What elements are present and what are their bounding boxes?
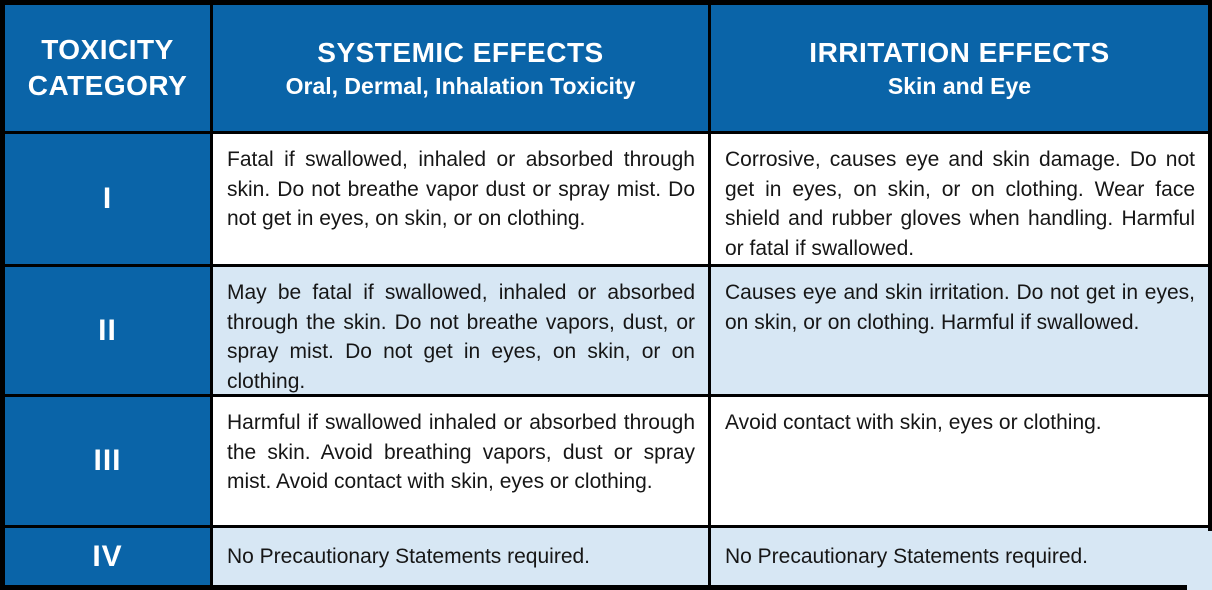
header-irritation-effects-title: IRRITATION EFFECTS <box>809 37 1110 68</box>
category-cell-2: II <box>5 267 210 394</box>
irritation-effects-cell-1: Corrosive, causes eye and skin damage. Do not get in eyes, on skin, or on clothing. Wear face shield and rubber gloves when handling. Harmful or fatal if swallowed. <box>711 134 1208 264</box>
header-toxicity-category-title: TOXICITY CATEGORY <box>27 34 188 101</box>
category-cell-4: IV <box>5 528 210 585</box>
systemic-effects-cell-4: No Precautionary Statements required. <box>213 528 708 585</box>
irritation-effects-cell-4: No Precautionary Statements required. <box>711 528 1208 585</box>
systemic-effects-cell-1: Fatal if swallowed, inhaled or absorbed through skin. Do not breathe vapor dust or spray mist. Do not get in eyes, on skin, or on clothing. <box>213 134 708 264</box>
header-systemic-effects-subtitle: Oral, Dermal, Inhalation Toxicity <box>285 73 636 99</box>
irritation-effects-cell-2: Causes eye and skin irritation. Do not get in eyes, on skin, or on clothing. Harmful if swallowed. <box>711 267 1208 394</box>
header-systemic-effects <box>213 5 708 131</box>
systemic-effects-cell-2: May be fatal if swallowed, inhaled or absorbed through the skin. Do not breathe vapors, dust, or spray mist. Do not get in eyes, on skin, or on clothing. <box>213 267 708 394</box>
border-crop-artifact-right <box>1208 531 1212 590</box>
category-cell-1: I <box>5 134 210 264</box>
header-irritation-effects <box>711 5 1208 131</box>
header-irritation-effects-subtitle: Skin and Eye <box>887 73 1032 99</box>
header-toxicity-category <box>5 5 210 131</box>
systemic-effects-cell-3: Harmful if swallowed inhaled or absorbed through the skin. Avoid breathing vapors, dust or spray mist. Avoid contact with skin, eyes or clothing. <box>213 397 708 525</box>
border-crop-artifact-bottom <box>1187 585 1212 590</box>
header-systemic-effects-title: SYSTEMIC EFFECTS <box>317 37 604 68</box>
category-cell-3: III <box>5 397 210 525</box>
irritation-effects-cell-3: Avoid contact with skin, eyes or clothing. <box>711 397 1208 525</box>
